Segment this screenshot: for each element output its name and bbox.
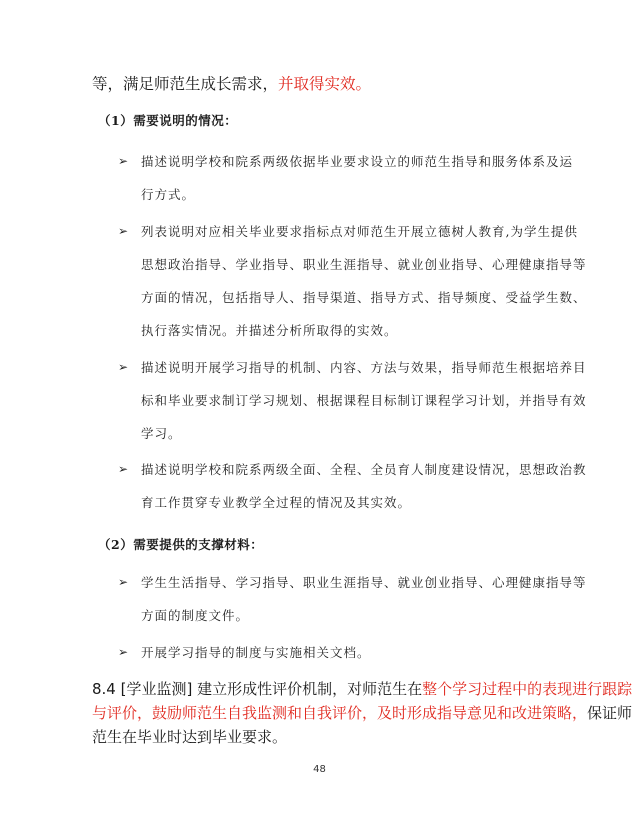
arrow-bullet-icon: ➢	[118, 360, 129, 374]
paragraph-text: 保证师	[587, 704, 633, 722]
list-item-line: 方面的情况，包括指导人、指导渠道、指导方式、指导频度、受益学生数、	[141, 290, 587, 305]
list-item-line: 开展学习指导的制度与实施相关文档。	[141, 645, 371, 660]
arrow-bullet-icon: ➢	[118, 645, 129, 659]
arrow-bullet-icon: ➢	[118, 224, 129, 238]
paragraph-line	[92, 677, 633, 701]
list-item-line: 方面的制度文件。	[141, 608, 250, 623]
lead-emphasis: 并取得实效。	[278, 75, 372, 93]
arrow-bullet-icon: ➢	[118, 575, 129, 589]
arrow-bullet-icon: ➢	[118, 462, 129, 476]
section-heading-materials: （2）需要提供的支撑材料：	[98, 537, 264, 552]
paragraph-text: 范生在毕业时达到毕业要求。	[92, 728, 288, 746]
lead-line	[92, 72, 371, 96]
section-heading-situations: （1）需要说明的情况：	[98, 113, 238, 128]
list-item-line: 育工作贯穿专业教学全过程的情况及其实效。	[141, 495, 412, 510]
section-8-4-paragraph	[92, 677, 633, 749]
list-item-line: 标和毕业要求制订学习规划、根据课程目标制订课程学习计划，并指导有效	[141, 393, 587, 408]
list-item-line: 描述说明开展学习指导的机制、内容、方法与效果，指导师范生根据培养目	[141, 360, 587, 375]
lead-text: 等，满足师范生成长需求，	[92, 75, 279, 93]
paragraph-line	[92, 725, 562, 749]
paragraph-text: 8.4 [学业监测] 建立形成性评价机制，对师范生在	[92, 680, 423, 698]
list-item-line: 思想政治指导、学业指导、职业生涯指导、就业创业指导、心理健康指导等	[141, 257, 587, 272]
paragraph-emphasis: 整个学习过程中的表现进行跟踪	[422, 680, 633, 698]
page-number: 48	[313, 764, 326, 775]
list-item-line: 描述说明学校和院系两级依据毕业要求设立的师范生指导和服务体系及运	[141, 154, 574, 169]
list-item-line: 列表说明对应相关毕业要求指标点对师范生开展立德树人教育,为学生提供	[141, 224, 578, 239]
list-item-line: 学习。	[141, 426, 182, 441]
paragraph-line	[92, 701, 633, 725]
list-item-line: 执行落实情况。并描述分析所取得的实效。	[141, 323, 398, 338]
list-item-line: 学生生活指导、学习指导、职业生涯指导、就业创业指导、心理健康指导等	[141, 575, 587, 590]
arrow-bullet-icon: ➢	[118, 154, 129, 168]
list-item-line: 描述说明学校和院系两级全面、全程、全员育人制度建设情况，思想政治教	[141, 462, 587, 477]
paragraph-emphasis: 与评价，鼓励师范生自我监测和自我评价，及时形成指导意见和改进策略，	[92, 704, 588, 722]
list-item-line: 行方式。	[141, 187, 196, 202]
